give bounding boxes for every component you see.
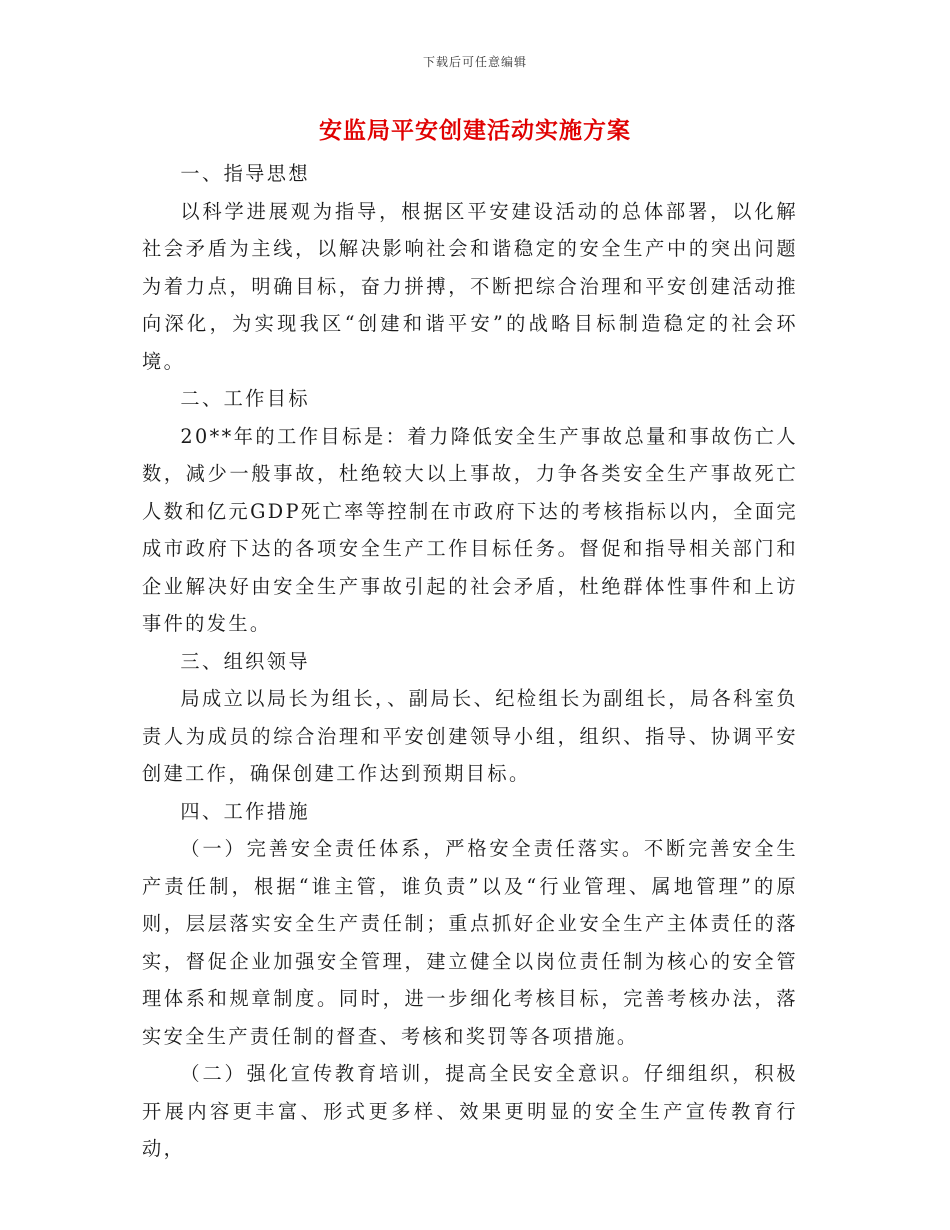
section-heading-leadership: 三、组织领导 (180, 649, 310, 673)
paragraph-measure-2: （二）强化宣传教育培训，提高全民安全意识。仔细组织，积极开展内容更丰富、形式更多样、效果更明显的安全生产宣传教育行动， (142, 1062, 798, 1160)
section-heading-guiding-ideology: 一、指导思想 (180, 162, 310, 185)
document-title: 安监局平安创建活动实施方案 (319, 118, 631, 144)
paragraph-measure-1: （一）完善安全责任体系，严格安全责任落实。不断完善安全生产责任制，根据“谁主管，谁负责”以及“行业管理、属地管理”的原则，层层落实安全生产责任制；重点抓好企业安全生产主体责任的落实，督促企业加强安全管理，建立健全以岗位责任制为核心的安全管理体系和规章制度。同时，进一步细化考核目标，完善考核办法，落实安全生产责任制的督查、考核和奖罚等各项措施。 (142, 837, 798, 1048)
paragraph-guiding-ideology: 以科学进展观为指导，根据区平安建设活动的总体部署，以化解社会矛盾为主线，以解决影响社会和谐稳定的安全生产中的突出问题为着力点，明确目标，奋力拼搏，不断把综合治理和平安创建活动推向深化，为实现我区“创建和谐平安”的战略目标制造稳定的社会环境。 (142, 199, 798, 373)
section-heading-work-measures: 四、工作措施 (180, 799, 310, 823)
paragraph-leadership: 局成立以局长为组长，、副局长、纪检组长为副组长，局各科室负责人为成员的综合治理和平安创建领导小组，组织、指导、协调平安创建工作，确保创建工作达到预期目标。 (142, 687, 798, 785)
header-note: 下载后可任意编辑 (422, 55, 527, 69)
document-body (142, 155, 798, 1168)
section-heading-work-goals: 二、工作目标 (180, 387, 310, 410)
paragraph-work-goals: 20**年的工作目标是：着力降低安全生产事故总量和事故伤亡人数，减少一般事故，杜绝较大以上事故，力争各类安全生产事故死亡人数和亿元GDP死亡率等控制在市政府下达的考核指标以内，全面完成市政府下达的各项安全生产工作目标任务。督促和指导相关部门和企业解决好由安全生产事故引起的社会矛盾，杜绝群体性事件和上访事件的发生。 (142, 424, 798, 635)
